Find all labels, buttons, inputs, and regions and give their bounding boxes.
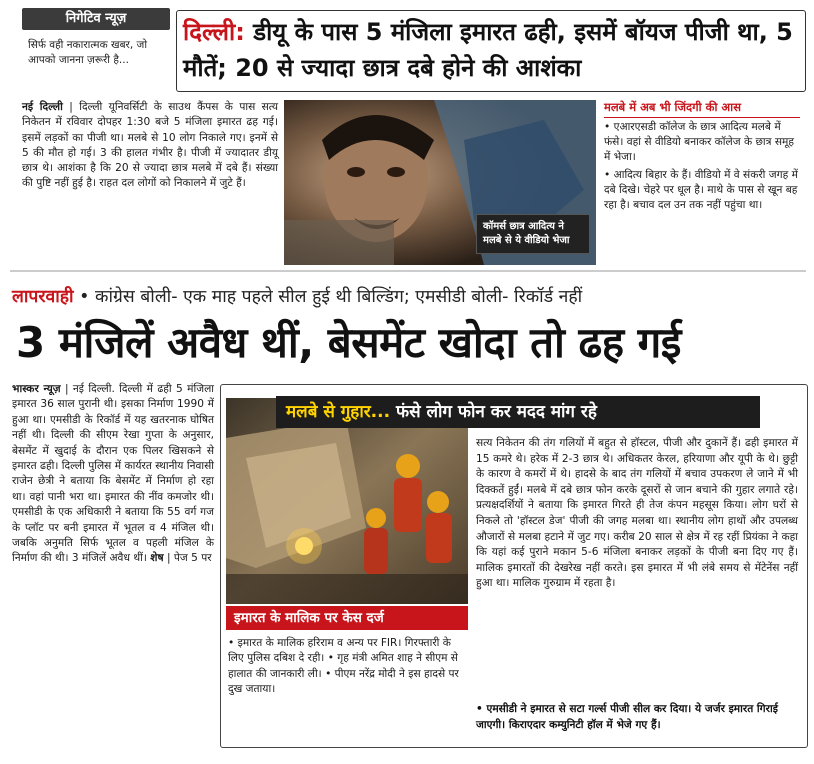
main-headline: 3 मंजिलें अवैध थीं, बेसमेंट खोदा तो ढह गई [16, 318, 681, 367]
byline: भास्कर न्यूज़ [12, 383, 61, 395]
appeal-body-bold: • एमसीडी ने इमारत से सटा गर्ल्स पीजी सील कर दिया। ये जर्जर इमारत गिराई जाएगी। किराएदार कम्युनिटी हॉल में भेजे गए हैं। [476, 703, 778, 731]
kicker-text: • कांग्रेस बोली- एक माह पहले सील हुई थी बिल्डिंग; एमसीडी बोली- रिकॉर्ड नहीं [79, 287, 583, 307]
intro-text: | दिल्ली यूनिवर्सिटी के साउथ कैंपस के पास सत्य निकेतन में रविवार दोपहर 1:30 बजे 5 मंजिला इमारत ढह गई। इसमें लड़कों का पीजी था। मलबे से 10 लोग निकाले गए। इनमें से 5 की मौत हो गई। 3 की हालत गंभीर है। पीजी में ज्यादातर डीयू छात्र थे। आशंका है कि 20 से ज्यादा छात्र मलबे में दबे हैं। संख्या की पुष्टि नहीं हुई है। राहत दल लोगों को निकालने में जुटे हैं। [22, 101, 279, 190]
left-column-text: | नई दिल्ली. दिल्ली में ढही 5 मंजिला इमारत 36 साल पुरानी थी। इसका निर्माण 1990 में हुआ था। एमसीडी के रिकॉर्ड में यह खतरनाक घोषित नहीं थी। दिल्ली की सीएम रेखा गुप्ता के अनुसार, बेसमेंट में खुदाई के दौरान एक पिलर खिसकने से इमारत ढही। दिल्ली पुलिस में कार्यरत स्थानीय निवासी राजेन छेत्री ने बताया कि बेसमेंट में निर्माण हो रहा था। वहां पानी भरा था। इमारत की नींव कमजोर थी। एमसीडी के एक अधिकारी ने बताया कि 55 वर्ग गज के प्लॉट पर बनी इमारत में भूतल व 4 मंजिल थी। जबकि अनुमति सिर्फ भूतल व पहली मंजिल के निर्माण की थी। 3 मंजिलें अवैध थीं। [12, 383, 214, 565]
banner-highlight: मलबे से गुहार... [286, 402, 391, 422]
appeal-banner [276, 396, 760, 428]
side-points [604, 120, 800, 215]
negative-news-subtitle: सिर्फ वही नकारात्मक खबर, जो आपको जानना ज़रूरी है... [28, 39, 148, 66]
photo-caption: कॉमर्स छात्र आदित्य ने मलबे से ये वीडियो भेजा [476, 214, 590, 254]
rescue-photo-image [226, 398, 468, 604]
rescue-photo [226, 398, 468, 604]
top-story-intro [22, 100, 278, 192]
left-column [12, 382, 214, 567]
top-headline [183, 14, 803, 86]
appeal-body: सत्य निकेतन की तंग गलियों में बहुत से हॉस्टल, पीजी और दुकानें हैं। ढही इमारत में 15 कमरे थे। हरेक में 2-3 छात्र थे। अधिकतर केरल, हरियाणा और यूपी के थे। छुट्टी के कारण वे कमरों में थे। हादसे के बाद तंग गलियों में बचाव उपकरण ले जाने में भी दिक्कतें हुईं। मलबे में दबे छात्र फोन करके दूसरों से जान बचाने की गुहार लगाते रहे। प्रत्यक्षदर्शियों ने बताया कि इमारत गिरते ही तेज कंपन महसूस किया। लोग घरों से निकले तो 'हॉस्टल डेज' पीजी की जगह मलबा था। स्थानीय लोग हाथों और उपलब्ध औजारों से मलबा हटाने में जुट गए। करीब 20 साल से क्षेत्र में रह रहीं प्रियंका ने कहा कि यहां कई पुराने मकान 5-6 मंजिला बनाकर लड़कों के पीजी बना दिए गए हैं। मालिक इमारतों की देखरेख नहीं करते। इस इमारत में भी लंबे समय से मेंटेनेंस नहीं हुआ था। मालिक गुरुग्राम में रहता है। [476, 437, 798, 590]
side-title: मलबे में अब भी जिंदगी की आस [604, 100, 800, 118]
case-points [228, 636, 466, 699]
negative-news-tag: निगेटिव न्यूज़ [22, 8, 170, 30]
headline-text: डीयू के पास 5 मंजिला इमारत ढही, इसमें बॉयज पीजी था, 5 मौतें; 20 से ज्यादा छात्र दबे होने की आशंका [183, 18, 793, 82]
kicker-label: लापरवाही [12, 287, 74, 307]
side-point: • आदित्य बिहार के हैं। वीडियो में वे संकरी जगह में दबे दिखे। चेहरे पर धूल है। माथे के पास से खून बह रहा है। बचाव दल उन तक नहीं पहुंचा था। [604, 168, 798, 212]
continued-label: शेष [150, 552, 164, 565]
case-caption: इमारत के मालिक पर केस दर्ज [226, 606, 468, 630]
kicker-line [12, 284, 812, 310]
section-divider [10, 270, 806, 272]
dateline: नई दिल्ली [22, 101, 63, 113]
side-point: • एआरएसडी कॉलेज के छात्र आदित्य मलबे में फंसे। वहां से वीडियो बनाकर कॉलेज के छात्र समूह में भेजा। [604, 121, 794, 164]
banner-text: फंसे लोग फोन कर मदद मांग रहे [395, 402, 597, 422]
headline-city: दिल्ली: [183, 18, 245, 46]
case-point: • इमारत के मालिक हरिराम व अन्य पर FIR। गिरफ्तारी के लिए पुलिस दबिश दे रही। • गृह मंत्री अमित शाह ने सीएम से हालात की जानकारी ली। • पीएम नरेंद्र मोदी ने इस हादसे पर दुख जताया। [228, 637, 459, 695]
negative-news-box [22, 8, 170, 84]
continued-page: | पेज 5 पर [166, 552, 212, 565]
